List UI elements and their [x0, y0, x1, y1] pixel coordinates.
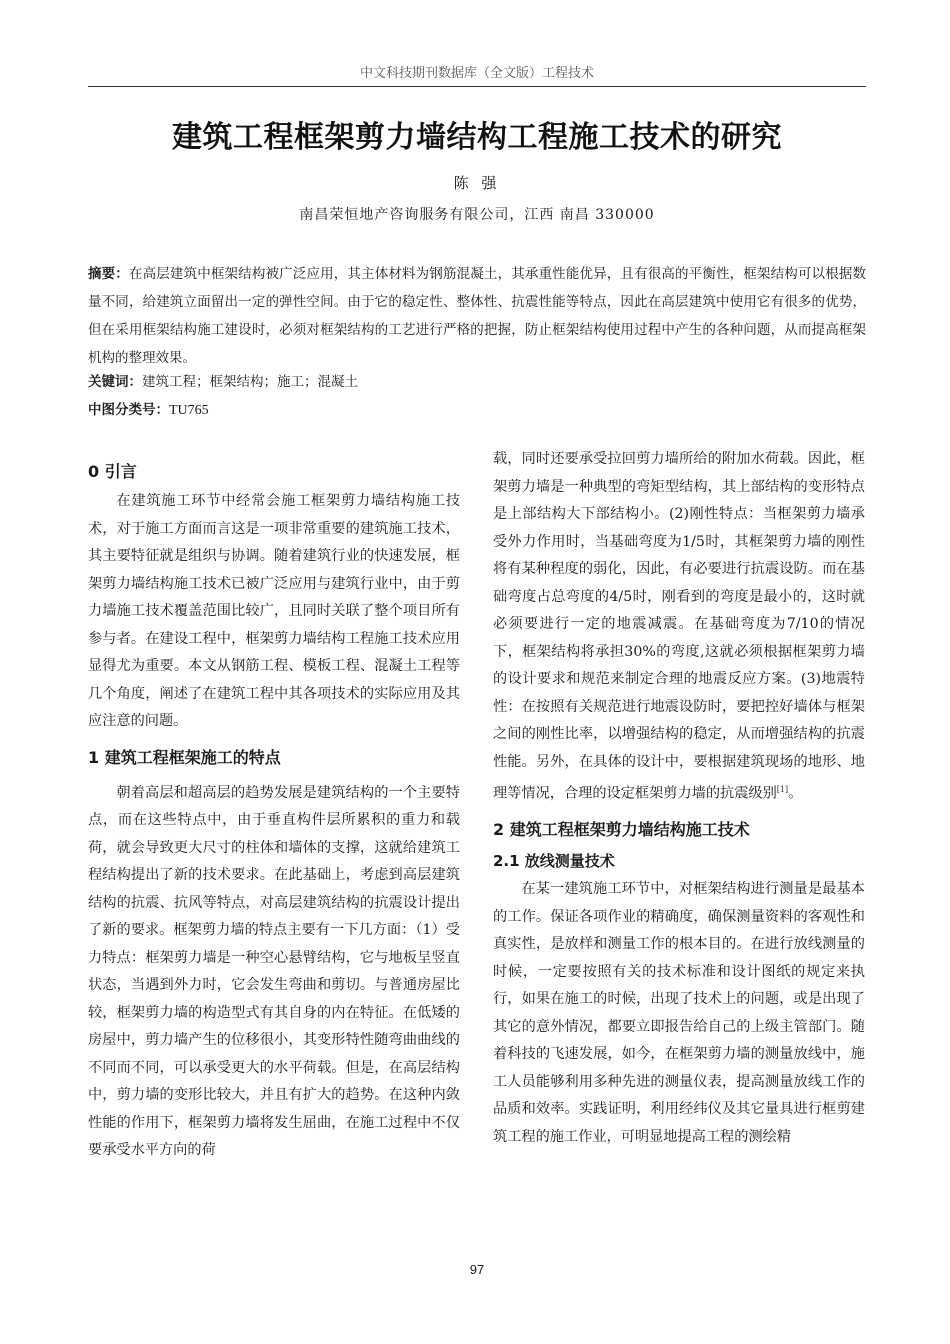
left-column	[88, 456, 460, 1165]
classification-line	[88, 398, 866, 419]
right-column	[493, 446, 865, 1151]
section-2-1-paragraph: 在某一建筑施工环节中，对框架结构进行测量是最基本的工作。保证各项作业的精确度，确保测量资料的客观性和真实性，是放样和测量工作的根本目的。在进行放线测量的时候，一定要按照有关的技术标准和设计图纸的规定来执行，如果在施工的时候，出现了技术上的问题，或是出现了其它的意外情况，都要立即报告给自己的上级主管部门。随着科技的飞速发展，如今，在框架剪力墙的测量放线中，施工人员能够利用多种先进的测量仪表，提高测量放线工作的品质和效率。实践证明，利用经纬仪及其它量具进行框剪建筑工程的施工作业，可明显地提高工程的测绘精	[493, 881, 865, 1145]
section-2-heading: 2 建筑工程框架剪力墙结构施工技术	[493, 820, 750, 840]
section-1-continued-text: 载，同时还要承受拉回剪力墙所给的附加水荷载。因此，框架剪力墙是一种典型的弯矩型结构，其上部结构的变形特点是上部结构大下部结构小。(2)刚性特点：当框架剪力墙承受外力作用时，当基础弯度为1/5时，其框架剪力墙的刚性将有某种程度的弱化，因此，有必要进行抗震设防。而在基础弯度占总弯度的4/5时，刚看到的弯度是最小的，这时就必须要进行一定的地震减震。在基础弯度为7/10的情况下，框架结构将承担30%的弯度,这就必须根据框架剪力墙的设计要求和规范来制定合理的地震反应方案。(3)地震特性：在按照有关规范进行地震设防时，要把控好墙体与框架之间的刚性比率，以增强结构的稳定，从而增强结构的抗震性能。另外，在具体的设计中，要根据建筑现场的地形、地理等情况，合理的设定框架剪力墙的抗震级别	[493, 451, 865, 802]
abstract-text: 在高层建筑中框架结构被广泛应用，其主体材料为钢筋混凝土，其承重性能优异，且有很高的平衡性，框架结构可以根据数量不同，给建筑立面留出一定的弹性空间。由于它的稳定性、整体性、抗震性能等特点，因此在高层建筑中使用它有很多的优势，但在采用框架结构施工建设时，必须对框架结构的工艺进行严格的把握，防止框架结构使用过程中产生的各种问题，从而提高框架机构的整理效果。	[88, 266, 867, 366]
author-name: 陈 强	[453, 174, 501, 192]
abstract-block	[88, 260, 866, 372]
section-1-heading: 1 建筑工程框架施工的特点	[88, 747, 281, 767]
section-1-end-mark: 。	[788, 785, 803, 802]
section-1-paragraph: 朝着高层和超高层的趋势发展是建筑结构的一个主要特点，而在这些特点中，由于垂直构件层所累积的重力和载荷，就会导致更大尺寸的柱体和墙体的支撑，这就给建筑工程结构提出了新的技术要求。在此基础上，考虑到高层建筑结构的抗震、抗风等特点，对高层建筑结构的抗震设计提出了新的要求。框架剪力墙的特点主要有一下几方面：（1）受力特点：框架剪力墙是一种空心悬臂结构，它与地板呈竖直状态，当遇到外力时，它会发生弯曲和剪切。与普通房屋比较，框架剪力墙的构造型式有其自身的内在特征。在低矮的房屋中，剪力墙产生的位移很小，其变形特性随弯曲曲线的不同而不同，可以承受更大的水平荷载。但是，在高层结构中，剪力墙的变形比较大，并且有扩大的趋势。在这种内敛性能的作用下，框架剪力墙将发生屈曲，在施工过程中不仅要承受水平方向的荷	[88, 784, 460, 1158]
classification-label: 中图分类号：	[88, 402, 169, 418]
abstract-label: 摘要：	[88, 266, 129, 282]
keywords-text: 建筑工程；框架结构；施工；混凝土	[142, 374, 358, 390]
section-0-paragraph: 在建筑施工环节中经常会施工框架剪力墙结构施工技术，对于施工方面而言这是一项非常重要的建筑施工技术，其主要特征就是组织与协调。随着建筑行业的快速发展，框架剪力墙结构施工技术已被广泛应用与建筑行业中，由于剪力墙施工技术覆盖范围比较广，且同时关联了整个项目所有参与者。在建设工程中，框架剪力墙结构工程施工技术应用显得尤为重要。本文从钢筋工程、模板工程、混凝土工程等几个角度，阐述了在建筑工程中其各项技术的实际应用及其应注意的问题。	[88, 493, 460, 729]
article-title: 建筑工程框架剪力墙结构工程施工技术的研究	[172, 120, 782, 155]
running-header: 中文科技期刊数据库（全文版）工程技术	[359, 66, 594, 81]
section-0-heading: 0 引言	[88, 462, 137, 481]
keywords-label: 关键词：	[88, 374, 142, 390]
section-2-1-heading: 2.1 放线测量技术	[493, 852, 615, 871]
author-affiliation: 南昌荣恒地产咨询服务有限公司，江西 南昌 330000	[299, 207, 655, 223]
section-1-paragraph-continued	[493, 446, 865, 808]
header-rule	[88, 86, 866, 87]
keywords-line	[88, 370, 866, 390]
classification-code: TU765	[169, 403, 209, 418]
citation-ref: [1]	[776, 785, 789, 794]
page-number: 97	[469, 1262, 485, 1277]
